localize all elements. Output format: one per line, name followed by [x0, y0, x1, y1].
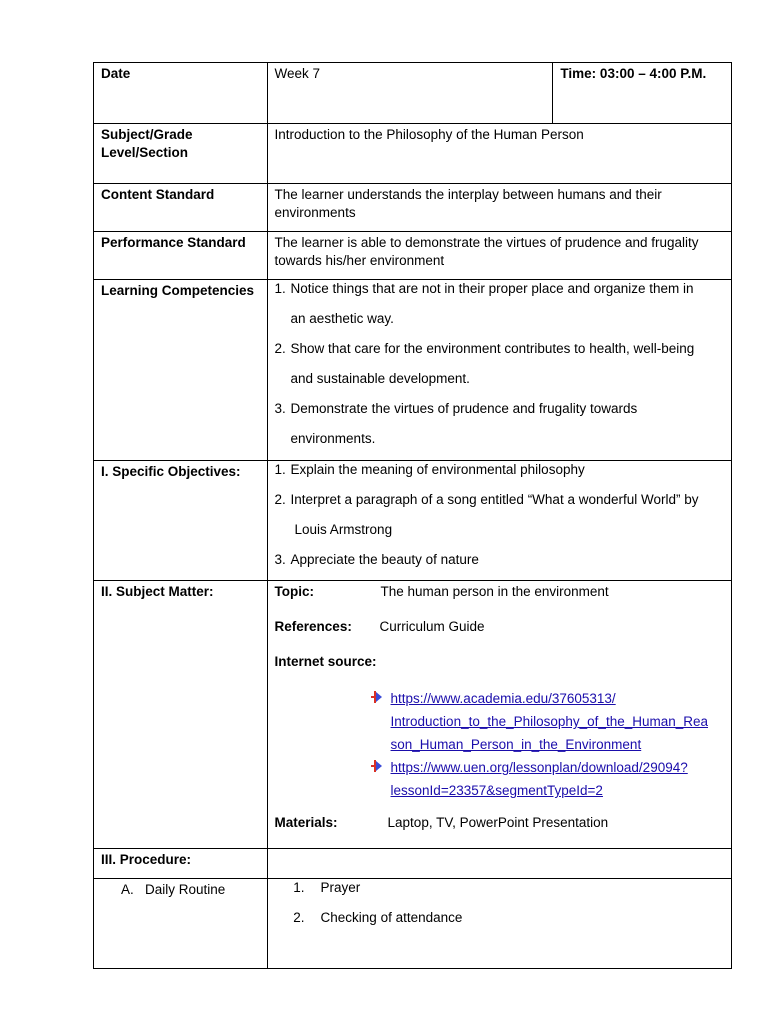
competency-item: 3. Demonstrate the virtues of prudence and frugality towards [274, 401, 638, 416]
subject-matter-content [267, 581, 731, 849]
objective-item: 1. Explain the meaning of environmental philosophy [274, 462, 585, 477]
daily-routine-row [94, 879, 732, 969]
objectives-label: I. Specific Objectives: [94, 461, 268, 581]
objective-item: 3. Appreciate the beauty of nature [274, 552, 479, 567]
materials-line [275, 814, 725, 832]
uen-link[interactable]: https://www.uen.org/lessonplan/download/29094? lessonId=23357&segmentTypeId=2 [390, 760, 688, 798]
link-list [371, 687, 725, 802]
subject-label: Subject/Grade Level/Section [94, 124, 268, 184]
subject-row [94, 124, 732, 184]
subject-matter-row [94, 581, 732, 849]
subject-matter-label: II. Subject Matter: [94, 581, 268, 849]
topic-label: Topic: [274, 584, 315, 599]
materials-value: Laptop, TV, PowerPoint Presentation [387, 815, 609, 830]
performance-standard-row [94, 232, 732, 280]
references-line [275, 618, 725, 636]
performance-standard-value: The learner is able to demonstrate the virtues of prudence and frugality towards his/her environment [267, 232, 731, 280]
date-value: Week 7 [267, 63, 553, 124]
academia-link[interactable]: https://www.academia.edu/37605313/ Introduction_to_the_Philosophy_of_the_Human_Rea son_Human_Person_in_the_Environment [390, 691, 709, 752]
date-row [94, 63, 732, 124]
daily-routine-num: A. [121, 882, 134, 897]
topic-line [275, 583, 725, 601]
routine-step: 2. Checking of attendance [293, 910, 463, 925]
content-standard-label: Content Standard [94, 184, 268, 232]
link-item [371, 756, 725, 802]
references-label: References: [274, 619, 352, 634]
daily-routine-cell [94, 879, 268, 969]
arrow-bullet-icon [371, 756, 391, 779]
subject-value: Introduction to the Philosophy of the Human Person [267, 124, 731, 184]
routine-step: 1. Prayer [293, 880, 361, 895]
arrow-bullet-icon [371, 687, 391, 710]
objective-item: 2. Interpret a paragraph of a song entitled “What a wonderful World” by [274, 492, 699, 507]
competency-item: 2. Show that care for the environment contributes to health, well-being [274, 341, 695, 356]
objectives-row [94, 461, 732, 581]
link-item [371, 687, 725, 756]
procedure-label: III. Procedure: [94, 849, 268, 879]
internet-line [275, 653, 725, 671]
performance-standard-label: Performance Standard [94, 232, 268, 280]
lesson-plan-table [93, 62, 732, 969]
content-standard-value: The learner understands the interplay between humans and their environments [267, 184, 731, 232]
time-label: Time: 03:00 – 4:00 P.M. [553, 63, 732, 124]
competencies-row [94, 280, 732, 461]
references-value: Curriculum Guide [379, 619, 485, 634]
competency-item: 1. Notice things that are not in their proper place and organize them in [274, 281, 694, 296]
internet-source-label: Internet source: [274, 654, 377, 669]
competencies-list: 1. Notice things that are not in their proper place and organize them in an aesthetic way. 2. Show that care for the environment contributes to health, well-being and sustainable development. 3. Demonstrate the virtues of prudence and frugality towards environments. [267, 280, 731, 461]
objectives-list: 1. Explain the meaning of environmental philosophy 2. Interpret a paragraph of a song entitled “What a wonderful World” by Louis Armstrong 3. Appreciate the beauty of nature [267, 461, 731, 581]
daily-routine-steps [267, 879, 731, 969]
date-label: Date [94, 63, 268, 124]
content-standard-row [94, 184, 732, 232]
topic-value: The human person in the environment [380, 584, 609, 599]
materials-label: Materials: [274, 815, 338, 830]
daily-routine-label: Daily Routine [145, 882, 226, 897]
competencies-label: Learning Competencies [94, 280, 268, 461]
